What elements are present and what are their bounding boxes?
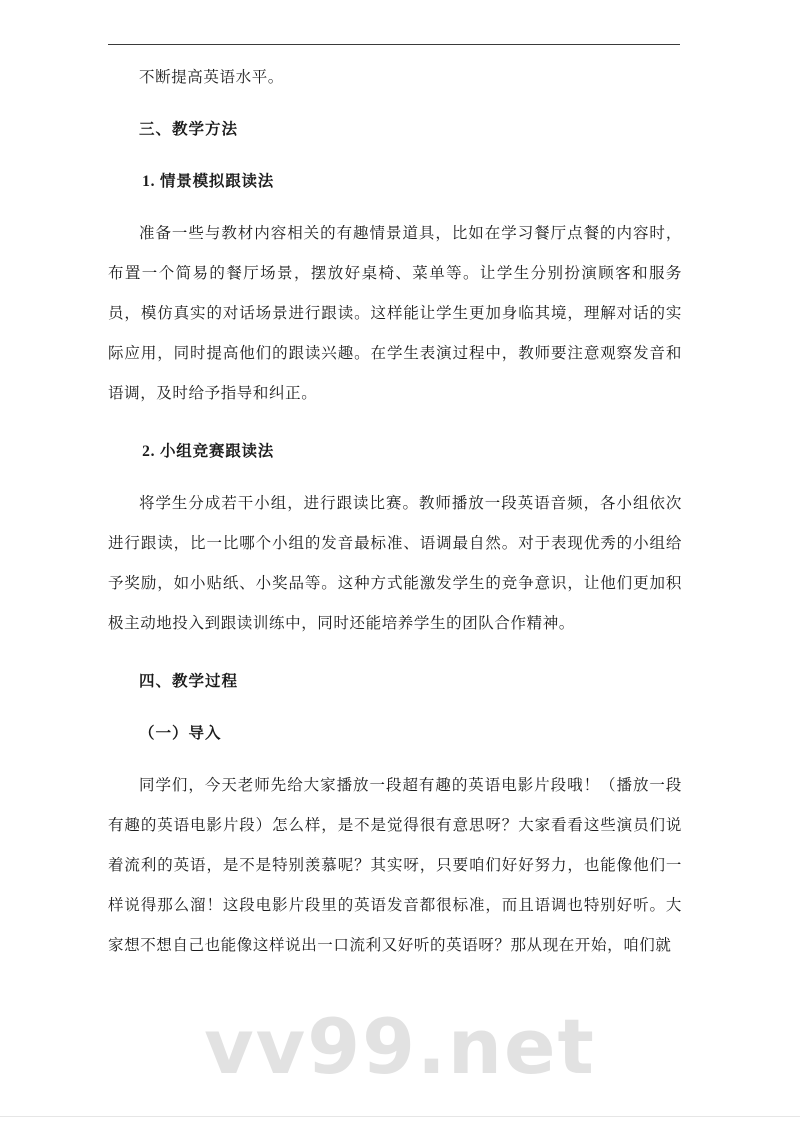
- header-rule: [108, 44, 680, 45]
- spacer: [108, 98, 682, 110]
- subsection-heading-introduction: （一）导入: [139, 725, 222, 742]
- spacer: [108, 414, 682, 432]
- spacer: [108, 472, 682, 484]
- footer-rule: [0, 1116, 800, 1117]
- paragraph-group-competition: 将学生分成若干小组，进行跟读比赛。教师播放一段英语音频，各小组依次进行跟读，比一比哪个小组的发音最标准、语调最自然。对于表现优秀的小组给予奖励，如小贴纸、小奖品等。这种方式能激发学生的竞争意识，让他们更加积极主动地投入到跟读训练中，同时还能培养学生的团队合作精神。: [108, 495, 682, 632]
- spacer: [108, 150, 682, 162]
- section-heading-teaching-process: 四、教学过程: [139, 673, 239, 690]
- section-heading-teaching-methods: 三、教学方法: [139, 121, 239, 138]
- subsection-heading-group-competition: 2. 小组竞赛跟读法: [142, 443, 275, 460]
- spacer: [108, 644, 682, 662]
- paragraph-introduction: 同学们，今天老师先给大家播放一段超有趣的英语电影片段哦！（播放一段有趣的英语电影片段）怎么样，是不是觉得很有意思呀？大家看看这些演员们说着流利的英语，是不是特别羡慕呢？其实呀，只要咱们好好努力，也能像他们一样说得那么溜！这段电影片段里的英语发音都很标准，而且语调也特别好听。大家想不想自己也能像这样说出一口流利又好听的英语呀？那从现在开始，咱们就: [108, 777, 682, 954]
- paragraph-scenario-reading: 准备一些与教材内容相关的有趣情景道具，比如在学习餐厅点餐的内容时，布置一个简易的餐厅场景，摆放好桌椅、菜单等。让学生分别扮演顾客和服务员，模仿真实的对话场景进行跟读。这样能让学生更加身临其境，理解对话的实际应用，同时提高他们的跟读兴趣。在学生表演过程中，教师要注意观察发音和语调，及时给予指导和纠正。: [108, 225, 682, 402]
- subsection-heading-scenario-reading: 1. 情景模拟跟读法: [142, 173, 275, 190]
- paragraph-continuation: 不断提高英语水平。: [139, 69, 284, 86]
- spacer: [108, 702, 682, 714]
- spacer: [108, 754, 682, 766]
- spacer: [108, 202, 682, 214]
- watermark: vv99.net: [204, 1002, 596, 1091]
- document-body: [108, 58, 682, 966]
